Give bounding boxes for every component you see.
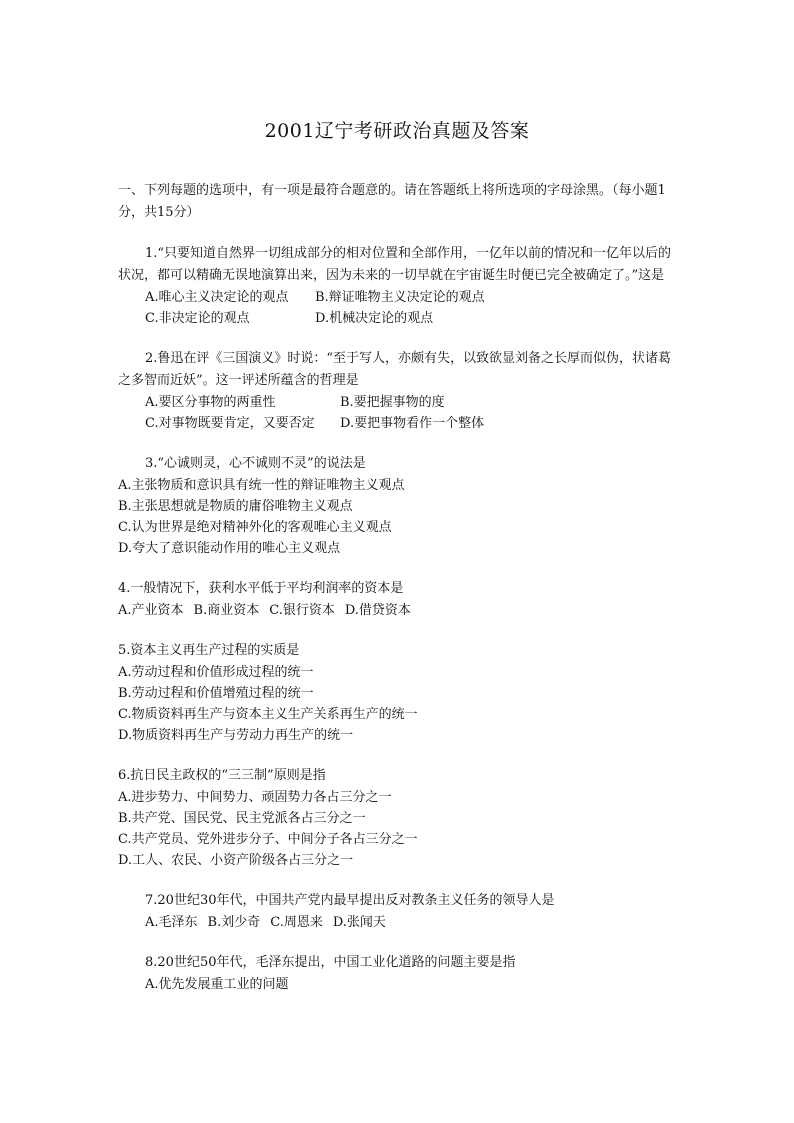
question-stem: 1.“只要知道自然界一切组成部分的相对位置和全部作用，一亿年以前的情况和一亿年以后的状况，都可以精确无误地演算出来，因为未来的一切早就在宇宙诞生时便已完全被确定了。”这是: [118, 246, 672, 283]
option-d: D.机械决定论的观点: [315, 311, 434, 326]
option-b: B.劳动过程和价值增殖过程的统一: [118, 686, 314, 701]
option-c: C.物质资料再生产与资本主义生产关系再生产的统一: [118, 707, 418, 722]
question-stem: 6.抗日民主政权的“三三制”原则是指: [118, 768, 326, 783]
option-b: B.主张思想就是物质的庸俗唯物主义观点: [118, 499, 353, 514]
option-list: [118, 600, 680, 621]
question-stem: 4.一般情况下，获利水平低于平均利润率的资本是: [118, 581, 404, 596]
page-title: 2001辽宁考研政治真题及答案: [264, 119, 530, 142]
option-list: [118, 287, 680, 329]
option-b: B.共产党、国民党、民主党派各占三分之一: [118, 811, 366, 826]
option-d: D.夸大了意识能动作用的唯心主义观点: [118, 541, 341, 556]
option-a: A.主张物质和意识具有统一性的辩证唯物主义观点: [118, 478, 405, 493]
question-5: [118, 640, 680, 746]
option-d: D.借贷资本: [344, 603, 411, 618]
option-c: C.银行资本: [269, 603, 335, 618]
option-list: [118, 662, 680, 746]
question-8: [118, 952, 680, 995]
option-list: [118, 974, 680, 995]
option-a: A.要区分事物的两重性: [145, 395, 276, 410]
option-d: D.要把事物看作一个整体: [340, 416, 485, 431]
option-c: C.认为世界是绝对精神外化的客观唯心主义观点: [118, 520, 392, 535]
option-list: [118, 475, 680, 559]
option-a: A.进步势力、中间势力、顽固势力各占三分之一: [118, 790, 392, 805]
option-b: B.商业资本: [193, 603, 260, 618]
option-a: A.产业资本: [118, 603, 184, 618]
question-3: [118, 453, 680, 559]
option-d: D.张闻天: [332, 915, 386, 930]
option-b: B.要把握事物的度: [340, 395, 445, 410]
option-a: A.优先发展重工业的问题: [145, 977, 289, 992]
question-stem: 5.资本主义再生产过程的实质是: [118, 643, 300, 658]
option-list: [118, 912, 680, 933]
option-c: C.共产党员、党外进步分子、中间分子各占三分之一: [118, 832, 418, 847]
option-a: A.毛泽东: [145, 915, 198, 930]
question-stem: 2.鲁迅在评《三国演义》时说：“至于写人，亦颇有失，以致欲显刘备之长厚而似伪，状诸葛之多智而近妖”。这一评述所蕴含的哲理是: [118, 351, 672, 388]
question-stem: 3.“心诚则灵，心不诚则不灵”的说法是: [145, 456, 366, 471]
option-list: [118, 787, 680, 871]
option-c: C.对事物既要肯定，又要否定: [145, 416, 315, 431]
question-7: [118, 890, 680, 933]
option-a: A.劳动过程和价值形成过程的统一: [118, 665, 314, 680]
question-6: [118, 765, 680, 871]
option-b: B.刘少奇: [207, 915, 261, 930]
section-instruction: 一、下列每题的选项中，有一项是最符合题意的。请在答题纸上将所选项的字母涂黑。（每小题1分，共15分）: [118, 183, 666, 220]
option-d: D.物质资料再生产与劳动力再生产的统一: [118, 728, 354, 743]
question-1: [118, 243, 680, 329]
question-stem: 8.20世纪50年代，毛泽东提出，中国工业化道路的问题主要是指: [145, 955, 516, 970]
question-stem: 7.20世纪30年代，中国共产党内最早提出反对教条主义任务的领导人是: [145, 893, 555, 908]
option-a: A.唯心主义决定论的观点: [145, 290, 289, 305]
option-c: C.非决定论的观点: [145, 311, 250, 326]
document-body: [118, 180, 680, 995]
option-d: D.工人、农民、小资产阶级各占三分之一: [118, 853, 354, 868]
option-c: C.周恩来: [270, 915, 323, 930]
question-2: [118, 348, 680, 434]
option-list: [118, 392, 680, 434]
question-4: [118, 578, 680, 621]
option-b: B.辩证唯物主义决定论的观点: [315, 290, 485, 305]
